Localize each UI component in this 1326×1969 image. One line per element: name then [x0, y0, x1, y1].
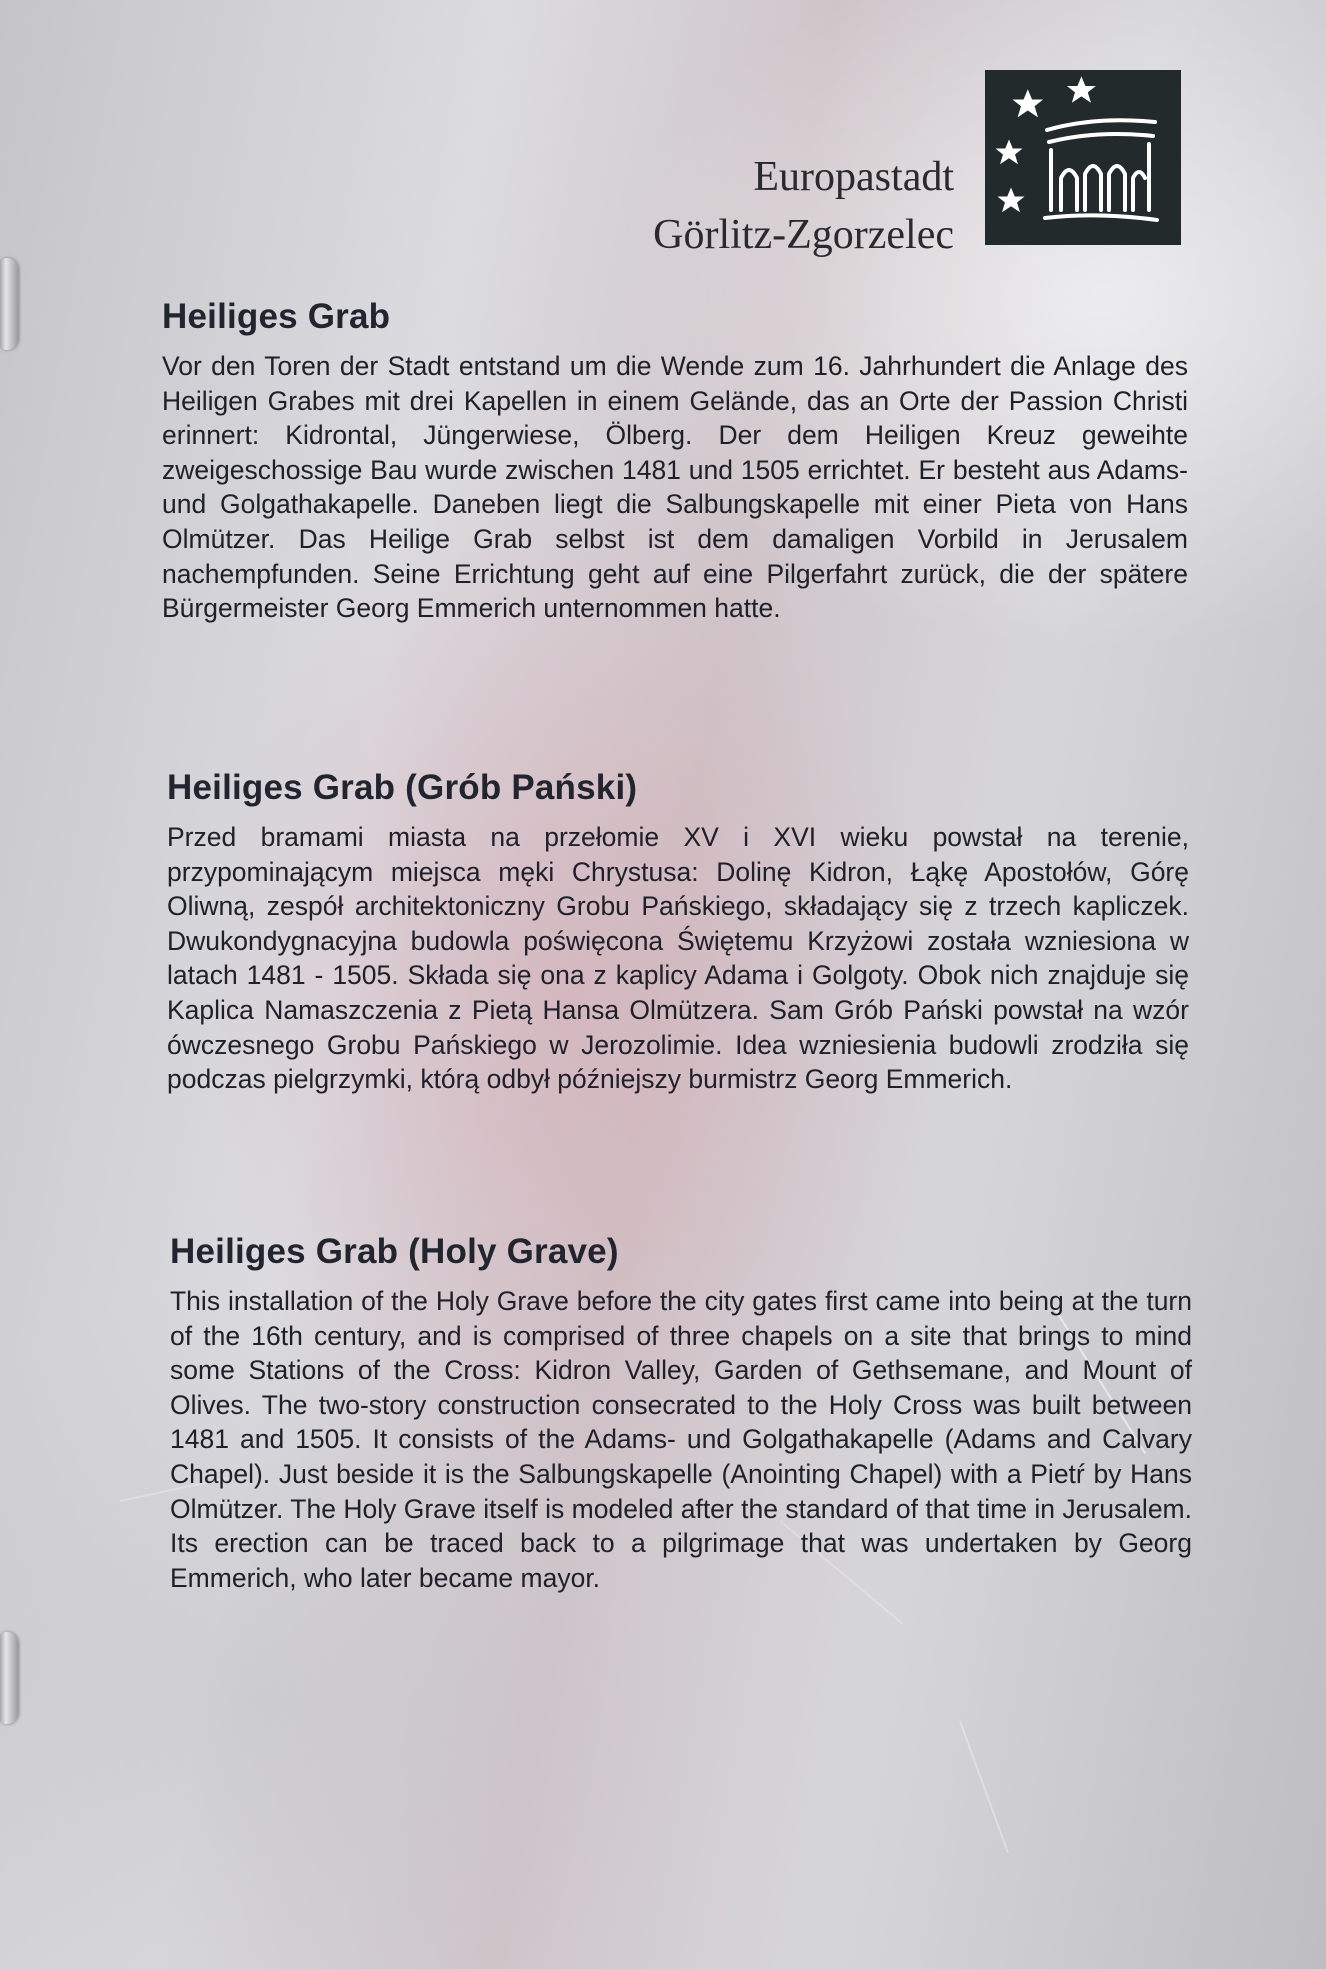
brand-line-1: Europastadt	[753, 154, 954, 200]
section-body: Vor den Toren der Stadt entstand um die Wende zum 16. Jahrhundert die Anlage des Heiligen Grabes mit drei Kapellen in einem Gelände, das an Orte der Passion Christi erinnert: Kidrontal, Jüngerwiese, Ölberg. Der dem Heiligen Kreuz geweihte zweigeschossige Bau wurde zwischen 1481 und 1505 errichtet. Er besteht aus Adams- und Golgathakapelle. Daneben liegt die Salbungskapelle mit einer Pieta von Hans Olmützer. Das Heilige Grab selbst ist dem damaligen Vorbild in Jerusalem nachempfunden. Seine Errichtung geht auf eine Pilgerfahrt zurück, die der spätere Bürgermeister Georg Emmerich unternommen hatte.	[162, 351, 1188, 624]
logo-star	[996, 140, 1023, 165]
section-body: Przed bramami miasta na przełomie XV i XVI wieku powstał na terenie, przypominającym miejsca męki Chrystusa: Dolinę Kidron, Łąkę Apostołów, Górę Oliwną, zespół architektoniczny Grobu Pańskiego, składający się z trzech kapliczek. Dwukondygnacyjna budowla poświęcona Świętemu Krzyżowi została wzniesiona w latach 1481 - 1505. Składa się ona z kaplicy Adama i Golgoty. Obok nich znajduje się Kaplica Namaszczenia z Pietą Hansa Olmützera. Sam Grób Pański powstał na wzór ówczesnego Grobu Pańskiego w Jerozolimie. Idea wzniesienia budowli zrodziła się podczas pielgrzymki, którą odbył późniejszy burmistrz Georg Emmerich.	[167, 822, 1189, 1095]
city-gate-stars-icon	[985, 70, 1181, 245]
brand-line-2: Görlitz-Zgorzelec	[653, 212, 954, 258]
section-title: Heiliges Grab (Holy Grave)	[170, 1232, 619, 1271]
logo-star	[1067, 76, 1096, 102]
mounting-screw-top	[0, 258, 18, 350]
section-body: This installation of the Holy Grave before the city gates first came into being at the turn of the 16th century, and is comprised of three chapels on a site that brings to mind some Stations of the Cross: Kidron Valley, Garden of Gethsemane, and Mount of Olives. The two-story construction consecrated to the Holy Cross was built between 1481 and 1505. It consists of the Adams- und Golgathakapelle (Adams and Calvary Chapel). Just beside it is the Salbungskapelle (Anointing Chapel) with a Pietŕ by Hans Olmützer. The Holy Grave itself is modeled after the standard of that time in Jerusalem. Its erection can be traced back to a pilgrimage that was undertaken by Georg Emmerich, who later became mayor.	[170, 1286, 1192, 1593]
logo-graphic	[985, 70, 1181, 245]
logo-gate	[1045, 120, 1157, 220]
section-english	[170, 1232, 1192, 1595]
section-title: Heiliges Grab (Grób Pański)	[167, 768, 638, 807]
section-polish	[167, 768, 1189, 1097]
logo-star	[1013, 89, 1044, 117]
scratch-mark	[959, 1721, 1009, 1853]
section-title: Heiliges Grab	[162, 297, 391, 336]
section-german	[162, 297, 1188, 626]
city-brand-name	[653, 148, 954, 264]
logo-star	[998, 188, 1025, 213]
mounting-screw-bottom	[0, 1632, 18, 1724]
